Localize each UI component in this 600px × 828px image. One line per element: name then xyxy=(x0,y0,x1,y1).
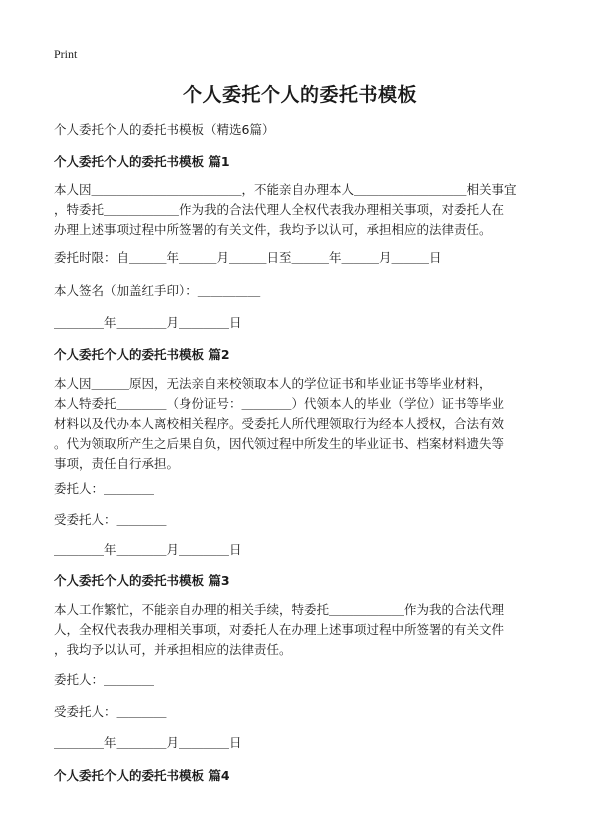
section-3-heading: 个人委托个人的委托书模板 篇3 xyxy=(54,573,230,588)
section-2-body-line: 本人因＿＿＿原因，无法亲自来校领取本人的学位证书和毕业证书等毕业材料， xyxy=(54,376,492,391)
section-1-body-line: ，特委托＿＿＿＿＿＿作为我的合法代理人全权代表我办理相关事项，对委托人在 xyxy=(54,202,505,217)
section-1-body-line: 办理上述事项过程中所签署的有关文件，我均予以认可，承担相应的法律责任。 xyxy=(54,222,492,237)
section-2-date: ＿＿＿＿年＿＿＿＿月＿＿＿＿日 xyxy=(54,542,242,557)
section-1-date: ＿＿＿＿年＿＿＿＿月＿＿＿＿日 xyxy=(54,315,242,330)
section-2-body-line: 事项，责任自行承担。 xyxy=(54,456,180,471)
section-3-body-line: ，我均予以认可，并承担相应的法律责任。 xyxy=(54,642,292,657)
document-title: 个人委托个人的委托书模板 xyxy=(182,84,417,106)
section-2-body-line: 。代为领取所产生之后果自负，因代领过程中所发生的毕业证书、档案材料遗失等 xyxy=(54,436,505,451)
section-2-body-line: 材料以及代办本人离校相关程序。受委托人所代理领取行为经本人授权，合法有效 xyxy=(54,416,505,431)
section-1-term: 委托时限：自＿＿＿年＿＿＿月＿＿＿日至＿＿＿年＿＿＿月＿＿＿日 xyxy=(54,250,442,265)
section-3-date: ＿＿＿＿年＿＿＿＿月＿＿＿＿日 xyxy=(54,735,242,750)
section-3-body-line: 本人工作繁忙，不能亲自办理的相关手续，特委托＿＿＿＿＿＿作为我的合法代理 xyxy=(54,602,505,617)
section-1-body-line: 本人因＿＿＿＿＿＿＿＿＿＿＿＿，不能亲自办理本人＿＿＿＿＿＿＿＿＿相关事宜 xyxy=(54,182,517,197)
section-3-agent: 受委托人：＿＿＿＿ xyxy=(54,704,167,719)
section-2-agent: 受委托人：＿＿＿＿ xyxy=(54,512,167,527)
section-3-body-line: 人，全权代表我办理相关事项，对委托人在办理上述事项过程中所签署的有关文件 xyxy=(54,622,505,637)
print-link[interactable]: Print xyxy=(54,47,78,61)
section-1-signature: 本人签名（加盖红手印）：＿＿＿＿＿ xyxy=(54,283,261,298)
section-2-principal: 委托人：＿＿＿＿ xyxy=(54,481,155,496)
section-2-heading: 个人委托个人的委托书模板 篇2 xyxy=(54,347,230,362)
section-3-principal: 委托人：＿＿＿＿ xyxy=(54,672,155,687)
section-4-heading: 个人委托个人的委托书模板 篇4 xyxy=(54,768,230,783)
section-1-heading: 个人委托个人的委托书模板 篇1 xyxy=(54,154,230,169)
document-subtitle: 个人委托个人的委托书模板（精选6篇） xyxy=(54,122,275,137)
section-2-body-line: 本人特委托＿＿＿＿（身份证号：＿＿＿＿）代领本人的毕业（学位）证书等毕业 xyxy=(54,396,505,411)
